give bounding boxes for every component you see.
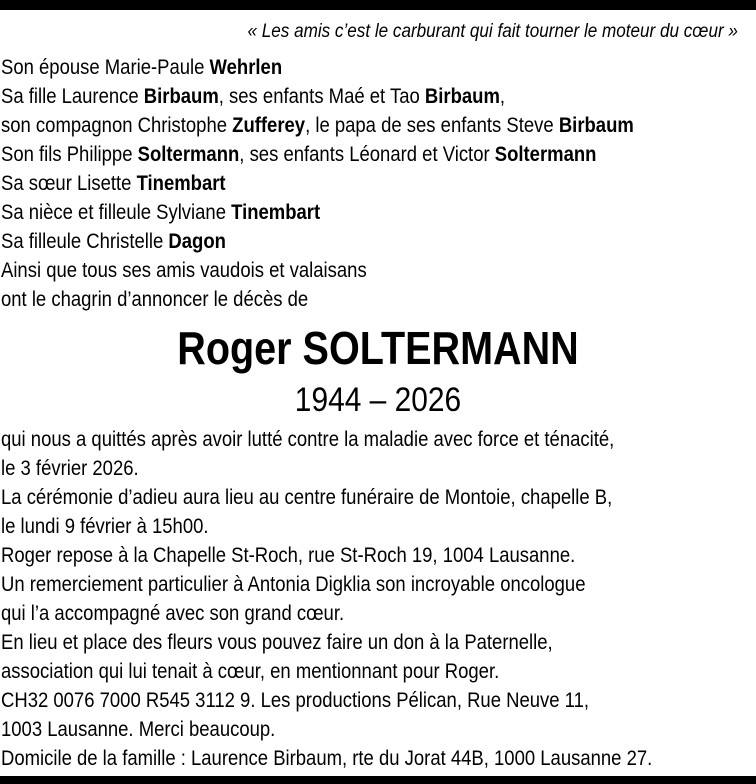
detail-line: Domicile de la famille : Laurence Birbaum, rte du Jorat 44B, 1000 Lausanne 27. — [1, 747, 653, 770]
top-border-rule — [0, 0, 756, 10]
notice-details — [1, 425, 741, 773]
detail-line: Roger repose à la Chapelle St-Roch, rue St-Roch 19, 1004 Lausanne. — [1, 544, 576, 567]
detail-line: CH32 0076 7000 R545 3112 9. Les productions Pélican, Rue Neuve 11, — [1, 689, 590, 712]
deceased-name-heading: Roger SOLTERMANN — [177, 322, 579, 374]
family-announcement — [1, 53, 720, 314]
family-line: Sa nièce et filleule Sylviane Tinembart — [1, 201, 321, 224]
detail-line: 1003 Lausanne. Merci beaucoup. — [1, 718, 276, 741]
life-dates: 1944 – 2026 — [294, 381, 462, 419]
family-line: son compagnon Christophe Zufferey, le papa de ses enfants Steve Birbaum — [1, 114, 634, 137]
family-line: Sa fille Laurence Birbaum, ses enfants Maé et Tao Birbaum, — [1, 85, 506, 108]
detail-line: qui l’a accompagné avec son grand cœur. — [1, 602, 345, 625]
family-line: Ainsi que tous ses amis vaudois et valaisans — [1, 259, 367, 282]
detail-line: le 3 février 2026. — [1, 457, 139, 480]
bottom-border-rule — [0, 776, 756, 784]
family-line: ont le chagrin d’annoncer le décès de — [1, 288, 309, 311]
detail-line: La cérémonie d’adieu aura lieu au centre funéraire de Montoie, chapelle B, — [1, 486, 613, 509]
epigraph-quote: « Les amis c’est le carburant qui fait tourner le moteur du cœur » — [247, 21, 738, 42]
family-line: Son épouse Marie-Paule Wehrlen — [1, 56, 283, 79]
detail-line: association qui lui tenait à cœur, en mentionnant pour Roger. — [1, 660, 500, 683]
detail-line: qui nous a quittés après avoir lutté contre la maladie avec force et ténacité, — [1, 428, 615, 451]
detail-line: En lieu et place des fleurs vous pouvez faire un don à la Paternelle, — [1, 631, 553, 654]
family-line: Sa filleule Christelle Dagon — [1, 230, 226, 253]
family-line: Sa sœur Lisette Tinembart — [1, 172, 226, 195]
detail-line: Un remerciement particulier à Antonia Digklia son incroyable oncologue — [1, 573, 586, 596]
detail-line: le lundi 9 février à 15h00. — [1, 515, 209, 538]
family-line: Son fils Philippe Soltermann, ses enfants Léonard et Victor Soltermann — [1, 143, 597, 166]
